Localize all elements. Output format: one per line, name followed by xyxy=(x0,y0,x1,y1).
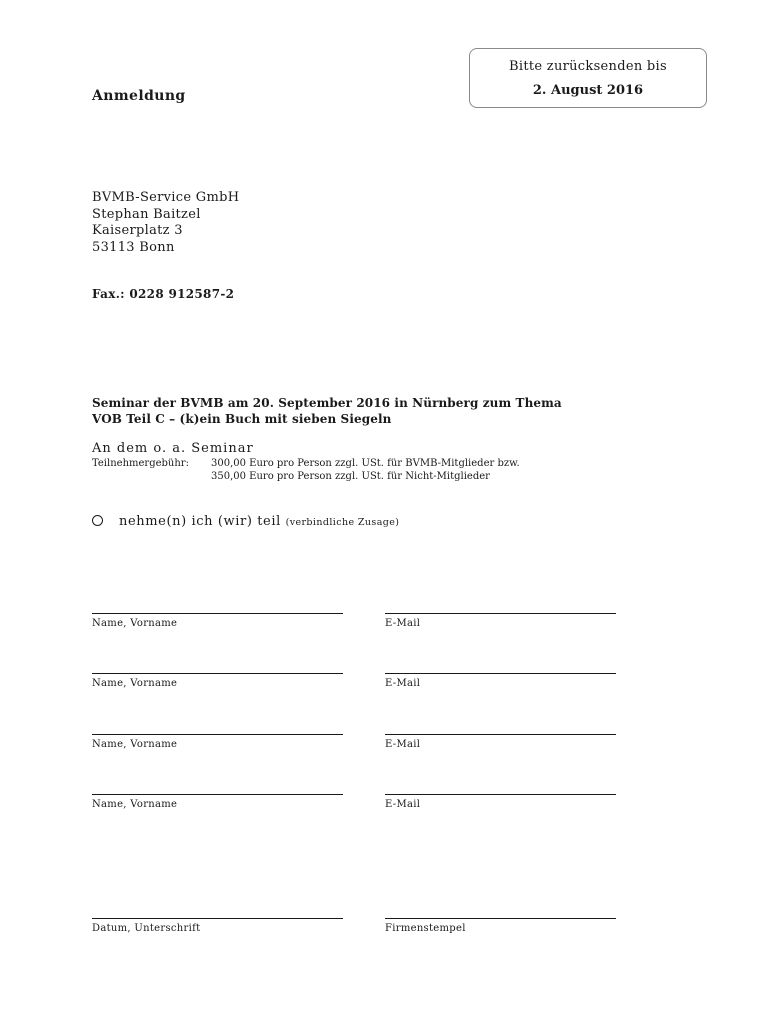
email-field-2[interactable] xyxy=(385,673,616,674)
attendance-note: (verbindliche Zusage) xyxy=(285,517,400,528)
email-caption: E-Mail xyxy=(385,678,421,689)
email-caption: E-Mail xyxy=(385,618,421,629)
name-field-3[interactable] xyxy=(92,734,343,735)
name-caption: Name, Vorname xyxy=(92,799,178,810)
email-field-3[interactable] xyxy=(385,734,616,735)
email-field-1[interactable] xyxy=(385,613,616,614)
attendance-label: nehme(n) ich (wir) teil xyxy=(119,514,281,529)
fee-label: Teilnehmergebühr: xyxy=(92,458,189,469)
email-caption: E-Mail xyxy=(385,799,421,810)
name-caption: Name, Vorname xyxy=(92,678,178,689)
recipient-address xyxy=(92,190,239,256)
deadline-date: 2. August 2016 xyxy=(532,83,644,98)
email-field-4[interactable] xyxy=(385,794,616,795)
fee-members: 300,00 Euro pro Person zzgl. USt. für BVMB-Mitglieder bzw. xyxy=(211,458,520,469)
signature-caption: Datum, Unterschrift xyxy=(92,923,201,934)
address-line: Kaiserplatz 3 xyxy=(92,223,183,238)
deadline-box xyxy=(469,48,707,108)
attendance-checkbox[interactable] xyxy=(92,515,103,526)
address-line: Stephan Baitzel xyxy=(92,206,201,222)
address-line: 53113 Bonn xyxy=(92,239,175,255)
signature-field[interactable] xyxy=(92,918,343,919)
name-caption: Name, Vorname xyxy=(92,618,178,629)
name-field-4[interactable] xyxy=(92,794,343,795)
attendance-option[interactable] xyxy=(92,514,399,529)
page-title: Anmeldung xyxy=(92,88,186,104)
fee-nonmembers: 350,00 Euro pro Person zzgl. USt. für Nicht-Mitglieder xyxy=(211,471,490,482)
seminar-line-1: Seminar der BVMB am 20. September 2016 in Nürnberg zum Thema xyxy=(92,396,562,410)
name-field-1[interactable] xyxy=(92,613,343,614)
fax-number: Fax.: 0228 912587-2 xyxy=(92,287,235,301)
stamp-caption: Firmenstempel xyxy=(385,923,466,934)
seminar-line-2: VOB Teil C – (k)ein Buch mit sieben Siegeln xyxy=(92,412,392,426)
stamp-field[interactable] xyxy=(385,918,616,919)
address-line: BVMB-Service GmbH xyxy=(92,190,240,205)
name-field-2[interactable] xyxy=(92,673,343,674)
email-caption: E-Mail xyxy=(385,739,421,750)
seminar-heading xyxy=(92,395,562,427)
registration-intro: An dem o. a. Seminar xyxy=(92,441,254,456)
name-caption: Name, Vorname xyxy=(92,739,178,750)
deadline-label: Bitte zurücksenden bis xyxy=(509,59,667,74)
